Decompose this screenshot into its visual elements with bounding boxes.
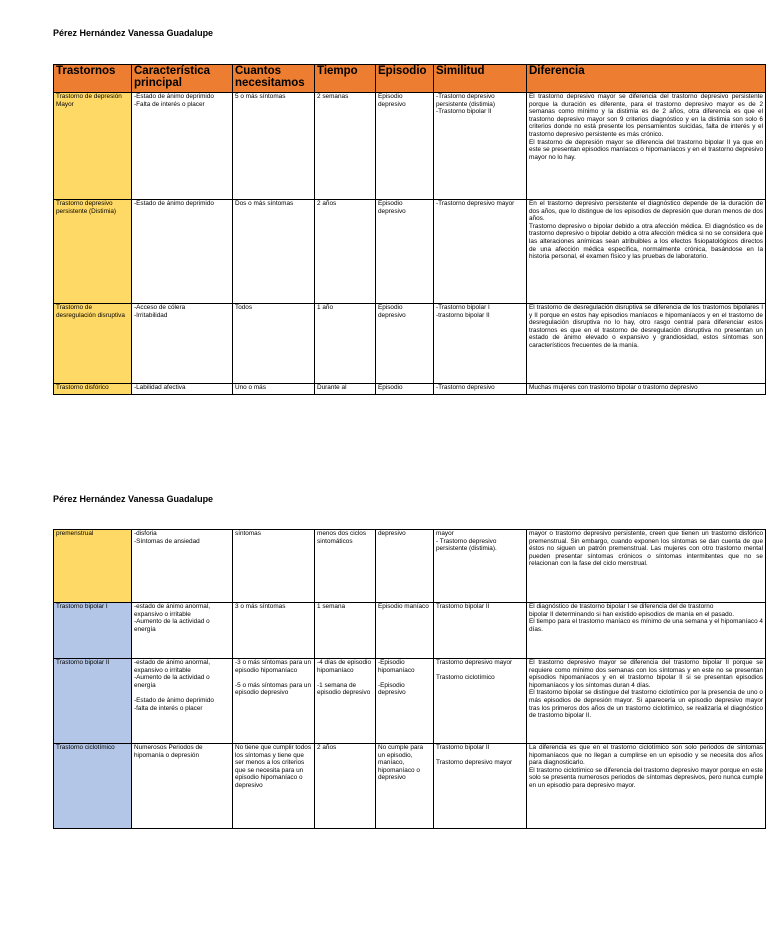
disorders-table-page-2 (53, 529, 766, 829)
difference: La diferencia es que en el trastorno ciclotímico son solo periodos de síntomas hipomaníacos que no llegan a cumplirse en un episodio y se necesita dos años para diagnosticarlo. El trastorno ciclotímico se diferencia del trastorno depresivo mayor porque en este solo se presenta numerosos periodos de síntomas depresivos, pero nunca cumple en un episodio para depresivo mayor. (527, 744, 766, 829)
header-caracteristica: Característica principal (132, 65, 233, 93)
header-episodio: Episodio (376, 65, 434, 93)
table-row (54, 200, 766, 304)
duration: 2 años (315, 744, 376, 829)
table-row (54, 304, 766, 384)
difference: mayor o trastorno depresivo persistente, creen que tienen un trastorno disfórico premenstrual. Sin embargo, cuando exponen los síntomas se dan cuenta de que éstos no siguen un patrón premenstrual. Las mujeres con otro trastorno mental pueden presentar síntomas crónicos o síntomas intermitentes que no se relacionan con la fase del ciclo menstrual. (527, 530, 766, 603)
similarity: -Trastorno depresivo (434, 384, 527, 395)
episode: -Episodio hipomaníaco -Episodio depresivo (376, 659, 434, 744)
table-row (54, 93, 766, 200)
episode: Episodio depresivo (376, 304, 434, 384)
main-feature: -Labilidad afectiva (132, 384, 233, 395)
similarity: Trastorno depresivo mayor Trastorno ciclotímico (434, 659, 527, 744)
symptoms-needed: -3 o más síntomas para un episodio hipomaníaco -5 o más síntomas para un episodio depresivo (233, 659, 315, 744)
main-feature: -disforia -Síntomas de ansiedad (132, 530, 233, 603)
table-row (54, 603, 766, 659)
duration: -4 días de episodio hipomaníaco -1 semana de episodio depresivo (315, 659, 376, 744)
duration: 1 semana (315, 603, 376, 659)
disorder-name: Trastorno de depresión Mayor (54, 93, 132, 200)
header-similitud: Similitud (434, 65, 527, 93)
main-feature: -Estado de ánimo deprimido -Falta de interés o placer (132, 93, 233, 200)
header-tiempo: Tiempo (315, 65, 376, 93)
main-feature: Numerosos Periodos de hipomanía o depresión (132, 744, 233, 829)
episode: Episodio depresivo (376, 200, 434, 304)
symptoms-needed: síntomas (233, 530, 315, 603)
disorder-name: Trastorno ciclotímico (54, 744, 132, 829)
disorder-name: Trastorno de desregulación disruptiva (54, 304, 132, 384)
table-row (54, 744, 766, 829)
symptoms-needed: Uno o más (233, 384, 315, 395)
table-row (54, 659, 766, 744)
episode: Episodio (376, 384, 434, 395)
duration: 2 años (315, 200, 376, 304)
author-name-page-2: Pérez Hernández Vanessa Guadalupe (53, 494, 214, 504)
symptoms-needed: Dos o más síntomas (233, 200, 315, 304)
disorder-name: Trastorno bipolar II (54, 659, 132, 744)
main-feature: -Estado de ánimo deprimido (132, 200, 233, 304)
similarity: -Trastorno bipolar I -trastorno bipolar II (434, 304, 527, 384)
similarity: Trastorno bipolar II Trastorno depresivo mayor (434, 744, 527, 829)
difference: Muchas mujeres con trastorno bipolar o trastorno depresivo (527, 384, 766, 395)
episode: Episodio maníaco (376, 603, 434, 659)
disorder-name: Trastorno disfórico (54, 384, 132, 395)
table-row (54, 384, 766, 395)
main-feature: -estado de ánimo anormal, expansivo o irritable -Aumento de la actividad o energía (132, 603, 233, 659)
symptoms-needed: Todos (233, 304, 315, 384)
difference: El trastorno depresivo mayor se diferencia del trastorno bipolar II porque se requiere como mínimo dos semanas con los síntomas y en este no se presentan episodios hipomaníacos y en el trastorno bipolar II si se presentan episodios hipomaníacos y los síntomas duran 4 días. El trastorno bipolar se distingue del trastorno ciclotímico por la presencia de uno o más episodios de depresión mayor. Si aparecería un episodio depresivo mayor tras los primeros dos años de un trastorno ciclotímico, se realizaría el diagnóstico de trastorno bipolar II. (527, 659, 766, 744)
episode: depresivo (376, 530, 434, 603)
similarity: -Trastorno depresivo persistente (distimia) -Trastorno bipolar II (434, 93, 527, 200)
episode: Episodio depresivo (376, 93, 434, 200)
similarity: mayor - Trastorno depresivo persistente (distimia). (434, 530, 527, 603)
episode: No cumple para un episodio, maníaco, hipomaníaco o depresivo (376, 744, 434, 829)
duration: Durante al (315, 384, 376, 395)
author-name: Pérez Hernández Vanessa Guadalupe (53, 28, 214, 38)
header-cuantos: Cuantos necesitamos (233, 65, 315, 93)
main-feature: -Acceso de cólera -Irritabilidad (132, 304, 233, 384)
header-diferencia: Diferencia (527, 65, 766, 93)
difference: En el trastorno depresivo persistente el diagnóstico depende de la duración de dos años, que lo distingue de los episodios de depresión que duran menos de dos años. Trastorno depresivo o bipolar debido a otra afección médica. El diagnóstico es de trastorno depresivo o bipolar debido a otra afección médica si no se considera que las alteraciones anímicas sean atribuibles a los efectos fisiopatológicos directos de una afección médica específica, normalmente crónica, basándose en la historia personal, el examen físico y las pruebas de laboratorio. (527, 200, 766, 304)
disorder-name: Trastorno depresivo persistente (Distimia) (54, 200, 132, 304)
symptoms-needed: 3 o más síntomas (233, 603, 315, 659)
symptoms-needed: No tiene que cumplir todos los síntomas y tiene que ser menos a los criterios que se necesita para un episodio hipomaníaco o depresivo (233, 744, 315, 829)
similarity: -Trastorno depresivo mayor (434, 200, 527, 304)
disorders-table-page-1 (53, 64, 766, 395)
difference: El trastorno depresivo mayor se diferencia del trastorno depresivo persistente porque la duración es diferente, para el trastorno depresivo mayor es de 2 semanas como mínimo y la distimia es de 2 años, otra diferencia es que el trastorno depresivo mayor son 9 criterios diagnóstico y en la distimia son solo 6 criterios donde no está presente los pensamientos suicidas, falta de interés y el trastorno depresivo persistente es más crónico. El trastorno de depresión mayor se diferencia del trastorno bipolar II ya que en este se presentan episodios maníacos o hipomaníacos y en el trastorno depresivo mayor no lo hay. (527, 93, 766, 200)
disorder-name: premenstrual (54, 530, 132, 603)
main-feature: -estado de ánimo anormal, expansivo o irritable -Aumento de la actividad o energía -Estado de ánimo deprimido -falta de interés o placer (132, 659, 233, 744)
difference: El trastorno de desregulación disruptiva se diferencia de los trastornos bipolares I y II porque en estos hay episodios maníacos e hipomaníacos y en el trastorno de desregulación disruptiva no lo hay, otro rasgo central para diferenciar estos trastornos es que en el trastorno de desregulación disruptiva no presentan un estado de ánimo elevado o expansivo y grandiosidad, estos síntomas son característicos frecuentes de la manía. (527, 304, 766, 384)
duration: menos dos ciclos sintomáticos (315, 530, 376, 603)
difference: El diagnóstico de trastorno bipolar I se diferencia del de trastorno bipolar II determinando si han existido episodios de manía en el pasado. El tiempo para el trastorno maníaco es mínimo de una semana y el hipomaníaco 4 días. (527, 603, 766, 659)
similarity: Trastorno bipolar II (434, 603, 527, 659)
disorder-name: Trastorno bipolar I (54, 603, 132, 659)
duration: 2 semanas (315, 93, 376, 200)
symptoms-needed: 5 o más síntomas (233, 93, 315, 200)
table-row (54, 530, 766, 603)
header-trastornos: Trastornos (54, 65, 132, 93)
duration: 1 año (315, 304, 376, 384)
